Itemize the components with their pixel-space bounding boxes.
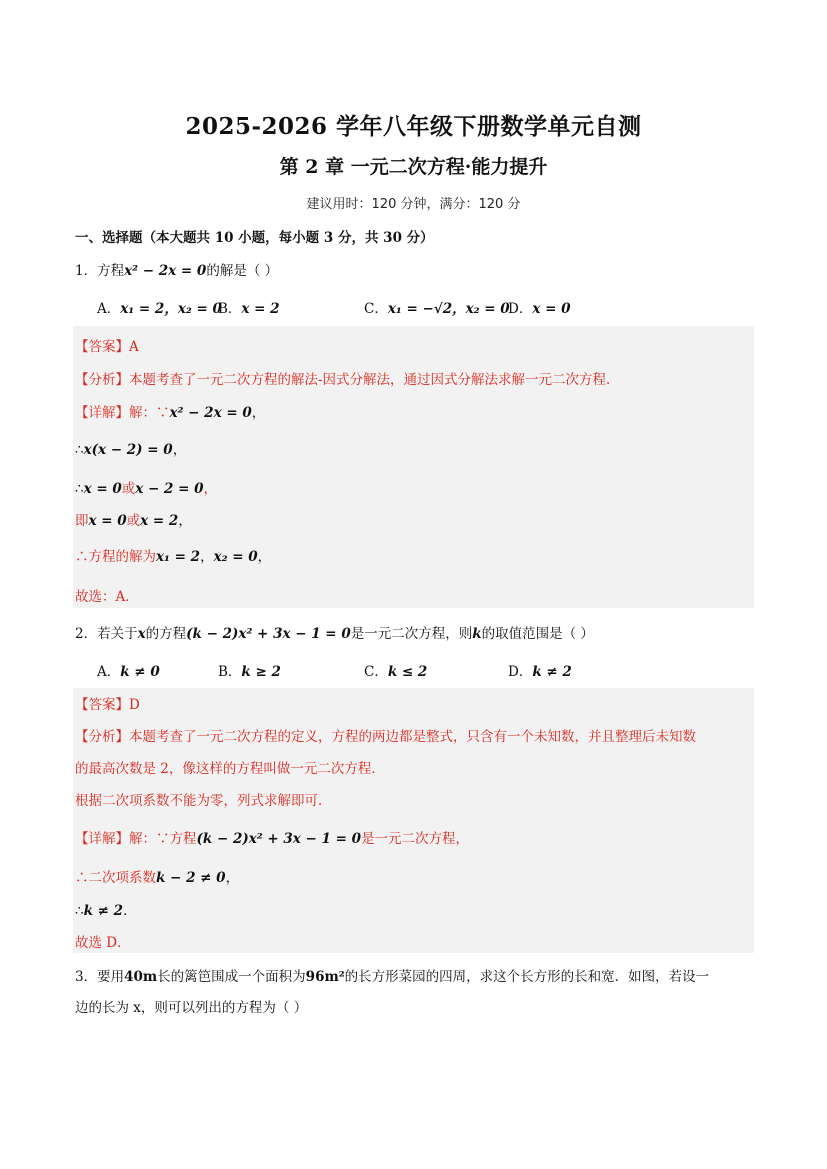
- question-1-stem: [75, 259, 278, 279]
- q1-step3-or: 或: [126, 513, 141, 529]
- q1-option-d-label: D．: [508, 301, 533, 317]
- q1-detail-end: ，: [251, 405, 266, 421]
- q2-option-d-label: D．: [508, 664, 533, 680]
- q2-var2: k: [472, 626, 482, 642]
- question-2-stem: [75, 622, 594, 642]
- q1-step-1: [75, 438, 186, 458]
- q2-prefix: 2．若关于: [75, 626, 138, 642]
- q2-option-b-value: k ≥ 2: [241, 664, 281, 680]
- q1-option-c-label: C．: [364, 301, 388, 317]
- q1-option-d: [508, 297, 570, 317]
- q3-line1-mid: 长的篱笆围成一个面积为: [157, 969, 306, 985]
- q2-detail-line: [75, 827, 469, 847]
- q2-var: x: [137, 626, 146, 642]
- q2-analysis-line-3: 根据二次项系数不能为零，列式求解即可．: [75, 793, 332, 809]
- q1-step3-end: ，: [178, 513, 192, 529]
- q1-step-2: [75, 477, 217, 497]
- q2-option-c: [364, 660, 427, 680]
- q2-step1-equation: k − 2 ≠ 0: [156, 870, 226, 886]
- q2-option-c-label: C．: [364, 664, 388, 680]
- q2-option-d-value: k ≠ 2: [532, 664, 572, 680]
- q3-fence-length: 40m: [124, 969, 158, 985]
- q1-detail-label: 【详解】解：∵: [75, 405, 170, 421]
- q1-option-c-value: x₁ = −√2，x₂ = 0: [387, 301, 510, 317]
- q1-step1-end: ，: [172, 442, 187, 458]
- q1-step4-sep: ，: [200, 549, 214, 565]
- q1-prefix: 1．方程: [75, 263, 125, 279]
- q2-option-a-value: k ≠ 0: [120, 664, 160, 680]
- q2-option-b-label: B．: [218, 664, 242, 680]
- q1-analysis: 【分析】本题考查了一元二次方程的解法-因式分解法，通过因式分解法求解一元二次方程．: [75, 372, 620, 388]
- q1-step2-end: ，: [203, 481, 218, 497]
- q2-step2-prefix: ∴: [75, 903, 84, 919]
- q1-step4-prefix: ∴方程的解为: [75, 549, 156, 565]
- q1-equation: x² − 2x = 0: [124, 263, 207, 279]
- q2-choice: 故选 D．: [75, 935, 131, 951]
- q1-option-a: [97, 297, 222, 317]
- q1-step1-prefix: ∴: [75, 442, 84, 458]
- q1-step2-prefix: ∴: [75, 481, 84, 497]
- q1-option-a-label: A．: [97, 301, 121, 317]
- q3-line1-prefix: 3．要用: [75, 969, 125, 985]
- q1-step-3: [75, 509, 192, 529]
- q1-option-d-value: x = 0: [532, 301, 571, 317]
- q2-mid2: 是一元二次方程，则: [350, 626, 473, 642]
- q1-detail-equation: x² − 2x = 0: [169, 405, 252, 421]
- q2-option-b: [218, 660, 281, 680]
- q1-step4-eq1: x₁ = 2: [156, 549, 201, 565]
- q1-detail-line: [75, 401, 265, 421]
- q2-step1-prefix: ∴二次项系数: [75, 870, 156, 886]
- q2-option-a: [97, 660, 160, 680]
- q2-equation: (k − 2)x² + 3x − 1 = 0: [186, 626, 351, 642]
- q2-step-2: [75, 899, 137, 919]
- q2-step-1: [75, 866, 239, 886]
- q1-step2-or: 或: [121, 481, 136, 497]
- q3-area: 96m²: [305, 969, 345, 985]
- page-title: 2025-2026 学年八年级下册数学单元自测: [185, 113, 642, 140]
- q2-detail-label: 【详解】解：∵方程: [75, 831, 197, 847]
- question-3-line-2: 边的长为 x，则可以列出的方程为（ ）: [75, 1000, 308, 1016]
- q1-option-b-value: x = 2: [241, 301, 280, 317]
- q1-step3-eq2: x = 2: [140, 513, 179, 529]
- q2-option-d: [508, 660, 572, 680]
- q1-step1-equation: x(x − 2) = 0: [83, 442, 173, 458]
- q2-step1-end: ，: [225, 870, 240, 886]
- q2-option-c-value: k ≤ 2: [387, 664, 428, 680]
- q2-analysis-line-2: 的最高次数是 2，像这样的方程叫做一元二次方程．: [75, 761, 385, 777]
- question-3-line-1: [75, 965, 709, 985]
- q1-option-b: [218, 297, 280, 317]
- q2-analysis-line-1: 【分析】本题考查了一元二次方程的定义，方程的两边都是整式，只含有一个未知数，并且整理后未知数: [75, 729, 696, 745]
- q2-answer: 【答案】D: [75, 697, 140, 713]
- q2-mid: 的方程: [145, 626, 187, 642]
- chapter-subtitle: 第 2 章 一元二次方程·能力提升: [279, 156, 548, 178]
- q3-line1-suffix: 的长方形菜园的四周，求这个长方形的长和宽．如图，若设一: [344, 969, 710, 985]
- q2-detail-end: 是一元二次方程，: [361, 831, 470, 847]
- q2-detail-equation: (k − 2)x² + 3x − 1 = 0: [196, 831, 362, 847]
- q1-choice: 故选：A．: [75, 589, 139, 605]
- q1-option-a-value: x₁ = 2，x₂ = 0: [120, 301, 222, 317]
- q1-answer: 【答案】A: [75, 339, 139, 355]
- q1-step2-eq2: x − 2 = 0: [135, 481, 204, 497]
- q1-suffix: 的解是（ ）: [206, 263, 279, 279]
- q1-step-4: [75, 545, 271, 565]
- section-heading: 一、选择题（本大题共 10 小题，每小题 3 分，共 30 分）: [75, 230, 434, 246]
- q1-option-b-label: B．: [218, 301, 242, 317]
- q1-step4-end: ，: [257, 549, 272, 565]
- q1-step3-eq1: x = 0: [88, 513, 127, 529]
- q1-step3-prefix: 即: [75, 513, 89, 529]
- q2-step2-equation: k ≠ 2: [83, 903, 124, 919]
- q2-step2-end: ．: [123, 903, 137, 919]
- q1-step2-eq1: x = 0: [83, 481, 122, 497]
- q2-suffix: 的取值范围是（ ）: [481, 626, 594, 642]
- q1-step4-eq2: x₂ = 0: [213, 549, 258, 565]
- q1-option-c: [364, 297, 510, 317]
- time-and-score-note: 建议用时：120 分钟，满分：120 分: [306, 197, 521, 212]
- q2-option-a-label: A．: [97, 664, 121, 680]
